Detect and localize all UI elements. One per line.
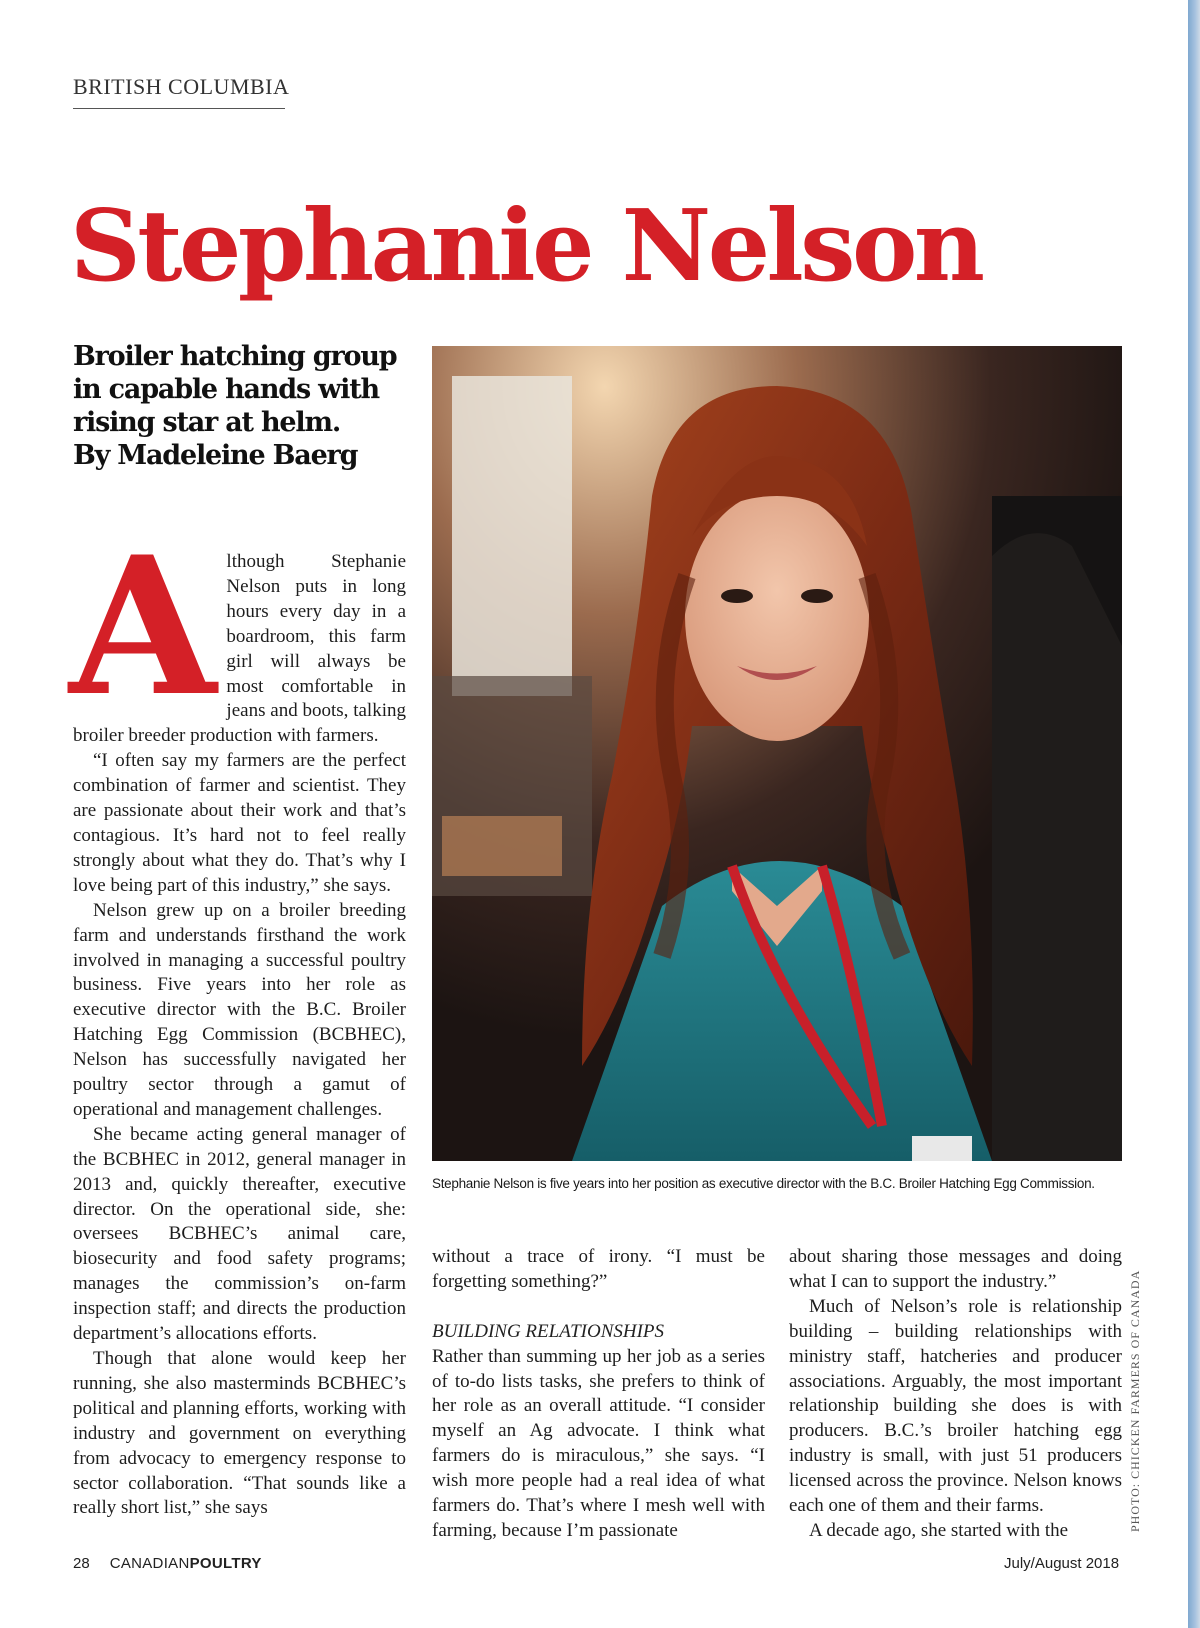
article-paragraph: Although Stephanie Nelson puts in long hours every day in a boardroom, this farm girl will always be most comfortable in jeans and boots, talking broiler breeder production with farmers.	[69, 515, 406, 747]
article-paragraph: without a trace of irony. “I must be forgetting something?”	[432, 1246, 765, 1292]
magazine-name-part2: POULTRY	[189, 1555, 262, 1572]
article-paragraph: Nelson grew up on a broiler breeding farm and understands firsthand the work involved in managing a successful poultry business. Five years into her role as executive director with the B.C. Broiler Hatching Egg Commission (BCBHEC), Nelson has successfully navigated her poultry sector through a gamut of operational and management challenges.	[73, 899, 406, 1120]
article-column-3	[789, 1245, 1122, 1544]
byline: By Madeleine Baerg	[73, 440, 358, 471]
article-paragraph: Though that alone would keep her running, she also masterminds BCBHEC’s political and planning efforts, working with industry and government on everything from advocacy to emergency response to sector collaboration. “That sounds like a really short list,” she says	[73, 1348, 406, 1519]
footer-left	[73, 1555, 262, 1572]
portrait-illustration	[432, 346, 1122, 1161]
section-label: BRITISH COLUMBIA	[73, 74, 290, 99]
article-paragraph: A decade ago, she started with the	[809, 1519, 1069, 1541]
article-subhead: BUILDING RELATIONSHIPS	[432, 1320, 665, 1342]
article-paragraph: She became acting general manager of the BCBHEC in 2012, general manager in 2013 and, quickly thereafter, executive director. On the operational side, she: oversees BCBHEC’s animal care, biosecurity and food safety programs; manages the commission’s on-farm inspection staff; and directs the production department’s allocations efforts.	[73, 1123, 406, 1345]
article-paragraph: Rather than summing up her job as a series of to-do lists tasks, she prefers to think of her role as an overall attitude. “I consider myself an Ag advocate. I think what farmers do is miraculous,” she says. “I wish more people had a real idea of what farmers do. That’s where I mesh well with farming, because I’m passionate	[432, 1345, 765, 1541]
article-paragraph: “I often say my farmers are the perfect combination of farmer and scientist. They are passionate about their work and that’s contagious. It’s hard not to feel really strongly about what they do. That’s why I love being part of this industry,” she says.	[73, 750, 406, 896]
photo-credit: PHOTO: CHICKEN FARMERS OF CANADA	[1128, 1269, 1142, 1532]
feature-photo	[432, 346, 1122, 1161]
article-paragraph: about sharing those messages and doing what I can to support the industry.”	[789, 1246, 1122, 1292]
deck-text: Broiler hatching group in capable hands with rising star at helm.	[73, 341, 397, 438]
deck	[73, 340, 418, 472]
drop-cap: A	[69, 515, 217, 738]
article-column-2	[432, 1245, 765, 1544]
article-paragraph: Much of Nelson’s role is relationship building – building relationships with ministry staff, hatcheries and producer associations. Arguably, the most important relationship building she does is with producers. B.C.’s broiler hatching egg industry is small, with just 51 producers licensed across the province. Nelson knows each one of them and their farms.	[789, 1295, 1122, 1517]
magazine-name-part1: CANADIAN	[109, 1555, 190, 1572]
page-edge-strip	[1188, 0, 1200, 1628]
issue-date: July/August 2018	[1004, 1555, 1120, 1572]
headline: Stephanie Nelson	[70, 189, 982, 304]
article-column-1	[69, 515, 406, 1521]
page-number: 28	[73, 1555, 90, 1572]
photo-caption: Stephanie Nelson is five years into her position as executive director with the B.C. Broiler Hatching Egg Commission.	[432, 1176, 1095, 1191]
section-rule	[73, 108, 285, 109]
